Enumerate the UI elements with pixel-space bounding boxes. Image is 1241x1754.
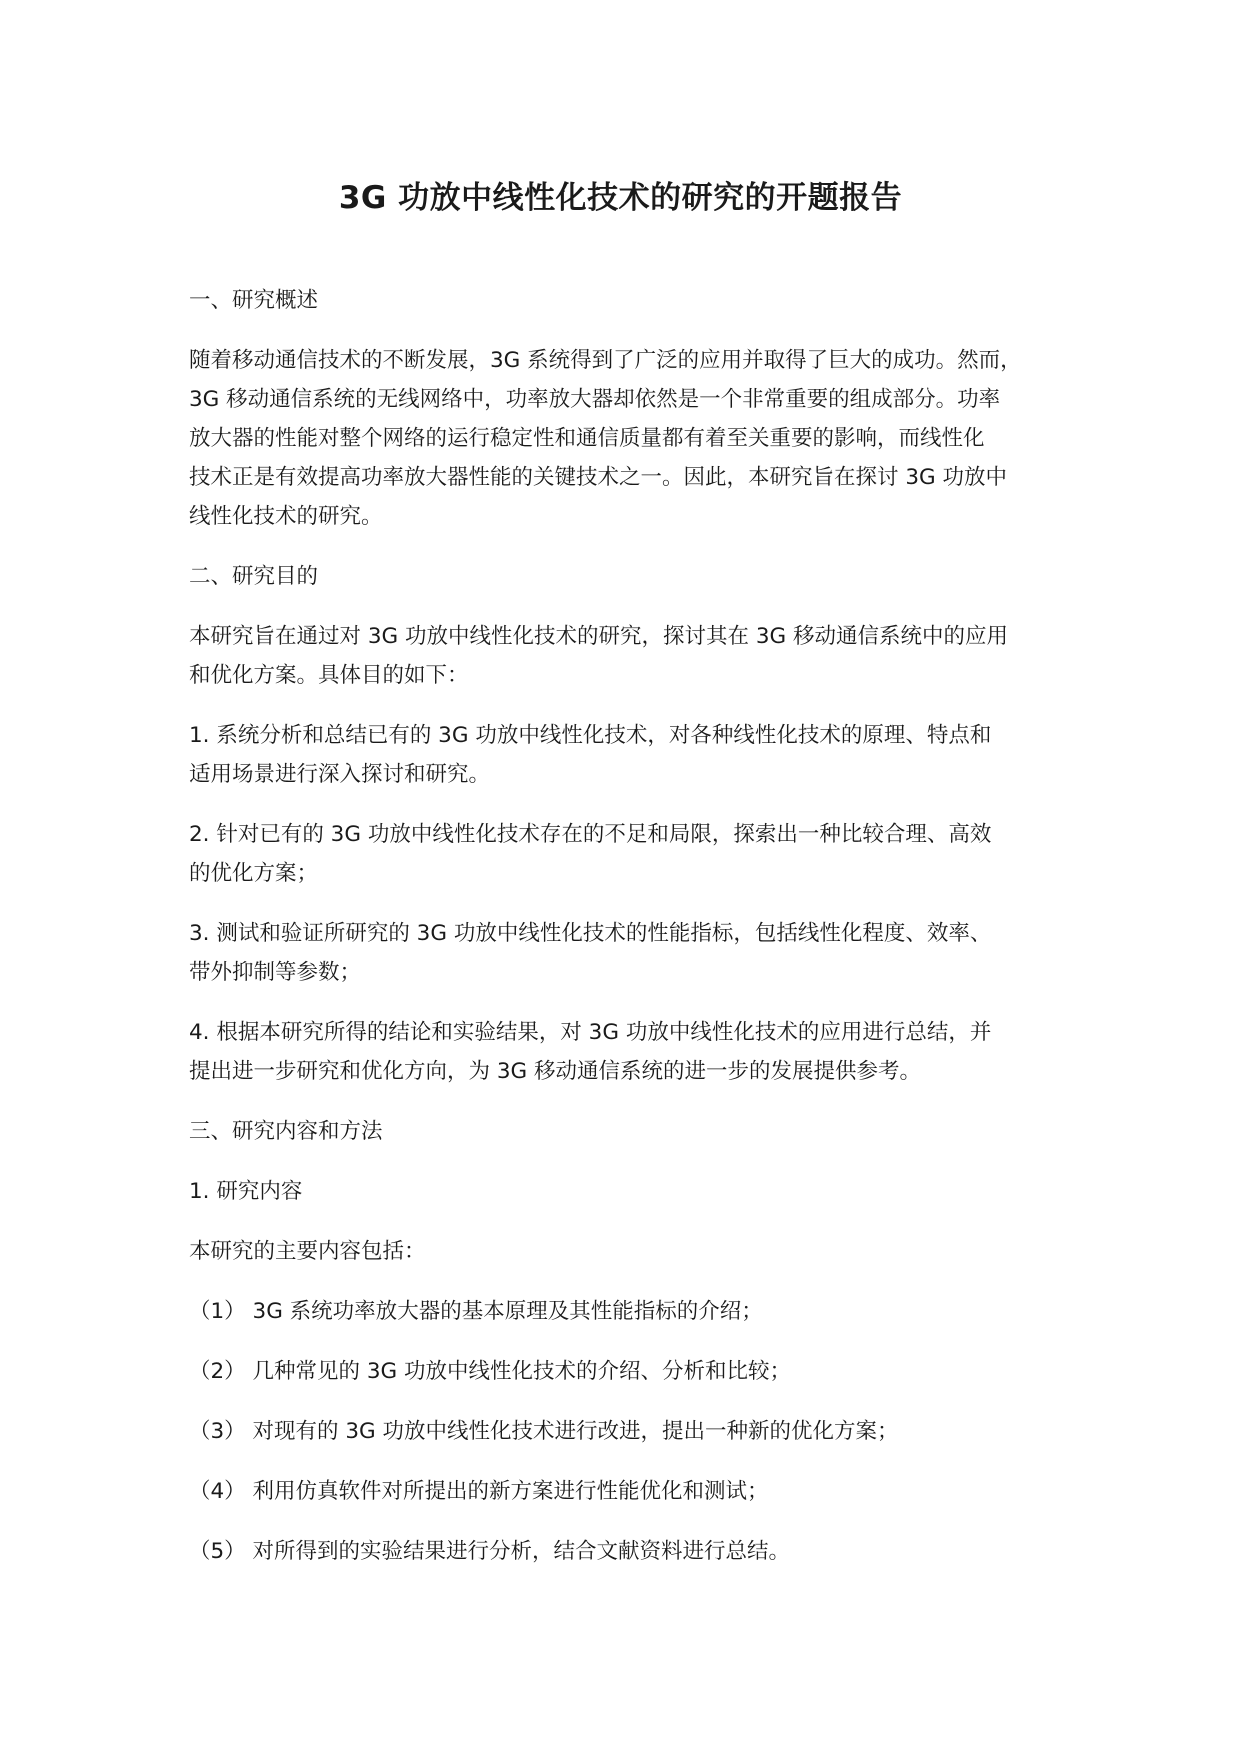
list-item-line: （4） 利用仿真软件对所提出的新方案进行性能优化和测试；	[189, 1479, 769, 1504]
list-item-line: 2. 针对已有的 3G 功放中线性化技术存在的不足和局限，探索出一种比较合理、高效	[189, 822, 992, 847]
list-item-line: （2） 几种常见的 3G 功放中线性化技术的介绍、分析和比较；	[189, 1359, 792, 1384]
list-item-line: 1. 系统分析和总结已有的 3G 功放中线性化技术，对各种线性化技术的原理、特点和	[189, 723, 992, 748]
list-item-line: （3） 对现有的 3G 功放中线性化技术进行改进，提出一种新的优化方案；	[189, 1419, 899, 1444]
paragraph-line: 随着移动通信技术的不断发展，3G 系统得到了广泛的应用并取得了巨大的成功。然而，	[189, 348, 1022, 373]
paragraph-line: 3G 移动通信系统的无线网络中，功率放大器却依然是一个非常重要的组成部分。功率	[189, 387, 1001, 412]
paragraph-line: 本研究旨在通过对 3G 功放中线性化技术的研究，探讨其在 3G 移动通信系统中的应用	[189, 624, 1009, 649]
paragraph-line: 放大器的性能对整个网络的运行稳定性和通信质量都有着至关重要的影响，而线性化	[189, 426, 985, 451]
paragraph-line: 和优化方案。具体目的如下：	[189, 663, 469, 688]
list-item-line: 带外抑制等参数；	[189, 960, 362, 985]
paragraph-line: 技术正是有效提高功率放大器性能的关键技术之一。因此，本研究旨在探讨 3G 功放中	[189, 465, 1008, 490]
document-title: 3G 功放中线性化技术的研究的开题报告	[338, 180, 903, 216]
paragraph-line: 本研究的主要内容包括：	[189, 1239, 426, 1264]
list-item-line: （1） 3G 系统功率放大器的基本原理及其性能指标的介绍；	[189, 1299, 763, 1324]
paragraph-line: 线性化技术的研究。	[189, 504, 383, 529]
list-item-line: 的优化方案；	[189, 861, 319, 886]
subsection-heading: 1. 研究内容	[189, 1179, 303, 1204]
list-item-line: 4. 根据本研究所得的结论和实验结果，对 3G 功放中线性化技术的应用进行总结，并	[189, 1020, 992, 1045]
section-heading: 一、研究概述	[189, 288, 319, 313]
list-item-line: （5） 对所得到的实验结果进行分析，结合文献资料进行总结。	[189, 1539, 791, 1564]
list-item-line: 3. 测试和验证所研究的 3G 功放中线性化技术的性能指标，包括线性化程度、效率、	[189, 921, 992, 946]
section-heading: 三、研究内容和方法	[189, 1119, 383, 1144]
list-item-line: 适用场景进行深入探讨和研究。	[189, 762, 491, 787]
section-heading: 二、研究目的	[189, 564, 319, 589]
list-item-line: 提出进一步研究和优化方向，为 3G 移动通信系统的进一步的发展提供参考。	[189, 1059, 922, 1084]
